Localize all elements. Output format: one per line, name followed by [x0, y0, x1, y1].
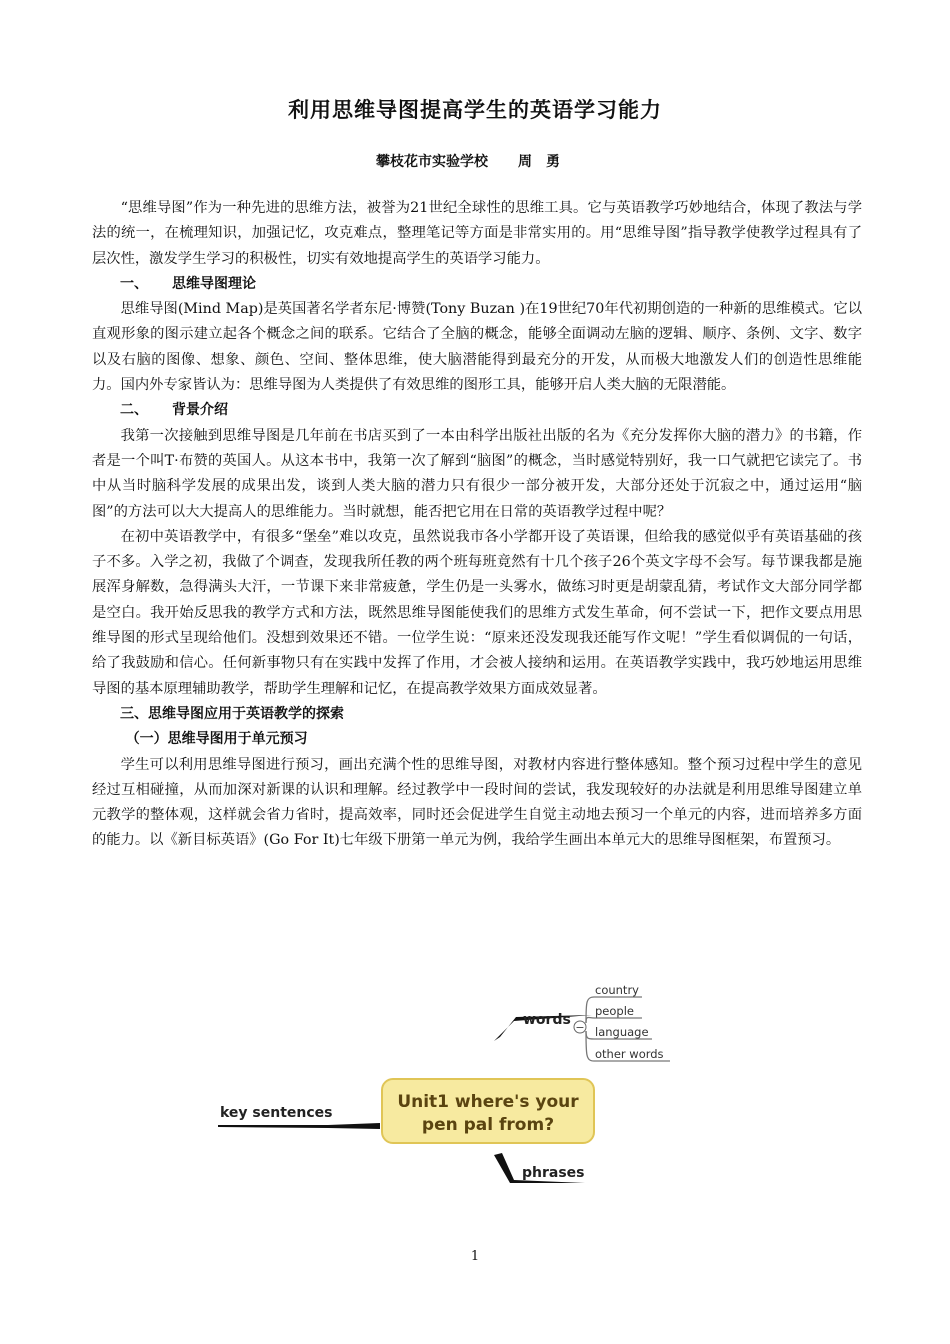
preview-paragraph: 学生可以利用思维导图进行预习，画出充满个性的思维导图，对教材内容进行整体感知。整个预习过程中学生的意见经过互相碰撞，从而加深对新课的认识和理解。经过教学中一段时间的尝试，我发现较好的办法就是利用思维导图建立单元教学的整体观，这样就会省力省时，提高效率，同时还会促进学生自觉主动地去预习一个单元的内容，进而培养多方面的能力。以《新目标英语》(Go For It)七年级下册第一单元为例，我给学生画出本单元大的思维导图框架，布置预习。	[92, 756, 862, 849]
byline	[0, 151, 950, 171]
school-name: 攀枝花市实验学校	[376, 154, 488, 170]
section-title: 思维导图理论	[172, 275, 256, 292]
theory-paragraph: 思维导图(Mind Map)是英国著名学者东尼·博赞(Tony Buzan )在19世纪70年代初期创造的一种新的思维模式。它以直观形象的图示建立起各个概念之间的联系。它结合了全脑的概念，能够全面调动左脑的逻辑、顺序、条例、文字、数字以及右脑的图像、想象、颜色、空间、整体思维，使大脑潜能得到最充分的开发，从而极大地激发人们的创造性思维能力。国内外专家皆认为：思维导图为人类提供了有效思维的图形工具，能够开启人类大脑的无限潜能。	[92, 301, 862, 394]
section-heading-theory	[92, 272, 862, 297]
leaf-country: country	[595, 983, 639, 997]
branch-label-key-sentences: key sentences	[220, 1105, 333, 1121]
page-number: 1	[470, 1249, 480, 1264]
central-node-line1: Unit1 where's your	[397, 1092, 579, 1112]
leaf-language: language	[595, 1025, 649, 1039]
collapse-symbol: −	[575, 1021, 585, 1034]
leaf-other-words: other words	[595, 1047, 664, 1061]
section-heading-exploration: 三、思维导图应用于英语教学的探索	[120, 705, 344, 722]
section-heading-background	[92, 398, 862, 423]
author-name: 周勇	[518, 154, 574, 170]
section-number: 二、	[120, 402, 148, 419]
background-paragraph-2: 在初中英语教学中，有很多“堡垒”难以攻克，虽然说我市各小学都开设了英语课，但给我的感觉似乎有英语基础的孩子不多。入学之初，我做了个调查，发现我所任教的两个班每班竟然有十几个孩子26个英文字母不会写。每节课我都是施展浑身解数，急得满头大汗，一节课下来非常疲惫，学生仍是一头雾水，做练习时更是胡蒙乱猜，考试作文大部分同学都是空白。我开始反思我的教学方式和方法，既然思维导图能使我们的思维方式发生革命，何不尝试一下，把作文要点用思维导图的形式呈现给他们。没想到效果还不错。一位学生说：“原来还没发现我还能写作文呢！”学生看似调侃的一句话，给了我鼓励和信心。任何新事物只有在实践中发挥了作用，才会被人接纳和运用。在英语教学实践中，我巧妙地运用思维导图的基本原理辅助教学，帮助学生理解和记忆，在提高教学效果方面成效显著。	[92, 528, 862, 697]
document-title: 利用思维导图提高学生的英语学习能力	[288, 98, 662, 122]
subsection-heading-preview: （一）思维导图用于单元预习	[125, 731, 308, 748]
branch-label-phrases: phrases	[522, 1165, 585, 1181]
section-number: 一、	[120, 275, 148, 292]
branch-label-words: words	[523, 1012, 571, 1028]
leaf-people: people	[595, 1004, 634, 1018]
mind-map-figure	[210, 975, 690, 1195]
intro-paragraph: “思维导图”作为一种先进的思维方法，被誉为21世纪全球性的思维工具。它与英语教学巧妙地结合，体现了教法与学法的统一，在梳理知识，加强记忆，攻克难点，整理笔记等方面是非常实用的。用“思维导图”指导教学使教学过程具有了层次性，激发学生学习的积极性，切实有效地提高学生的英语学习能力。	[92, 200, 862, 267]
document-body	[92, 196, 862, 854]
branch-line-key-sentences	[218, 1123, 380, 1129]
section-title: 背景介绍	[172, 402, 228, 419]
central-node-line2: pen pal from?	[421, 1115, 555, 1135]
background-paragraph-1: 我第一次接触到思维导图是几年前在书店买到了一本由科学出版社出版的名为《充分发挥你大脑的潜力》的书籍，作者是一个叫T·布赞的英国人。从这本书中，我第一次了解到“脑图”的概念，当时感觉特别好，我一口气就把它读完了。书中从当时脑科学发展的成果出发，谈到人类大脑的潜力只有很少一部分被开发，大部分还处于沉寂之中，通过运用“脑图”的方法可以大大提高人的思维能力。当时就想，能否把它用在日常的英语教学过程中呢？	[92, 427, 862, 520]
